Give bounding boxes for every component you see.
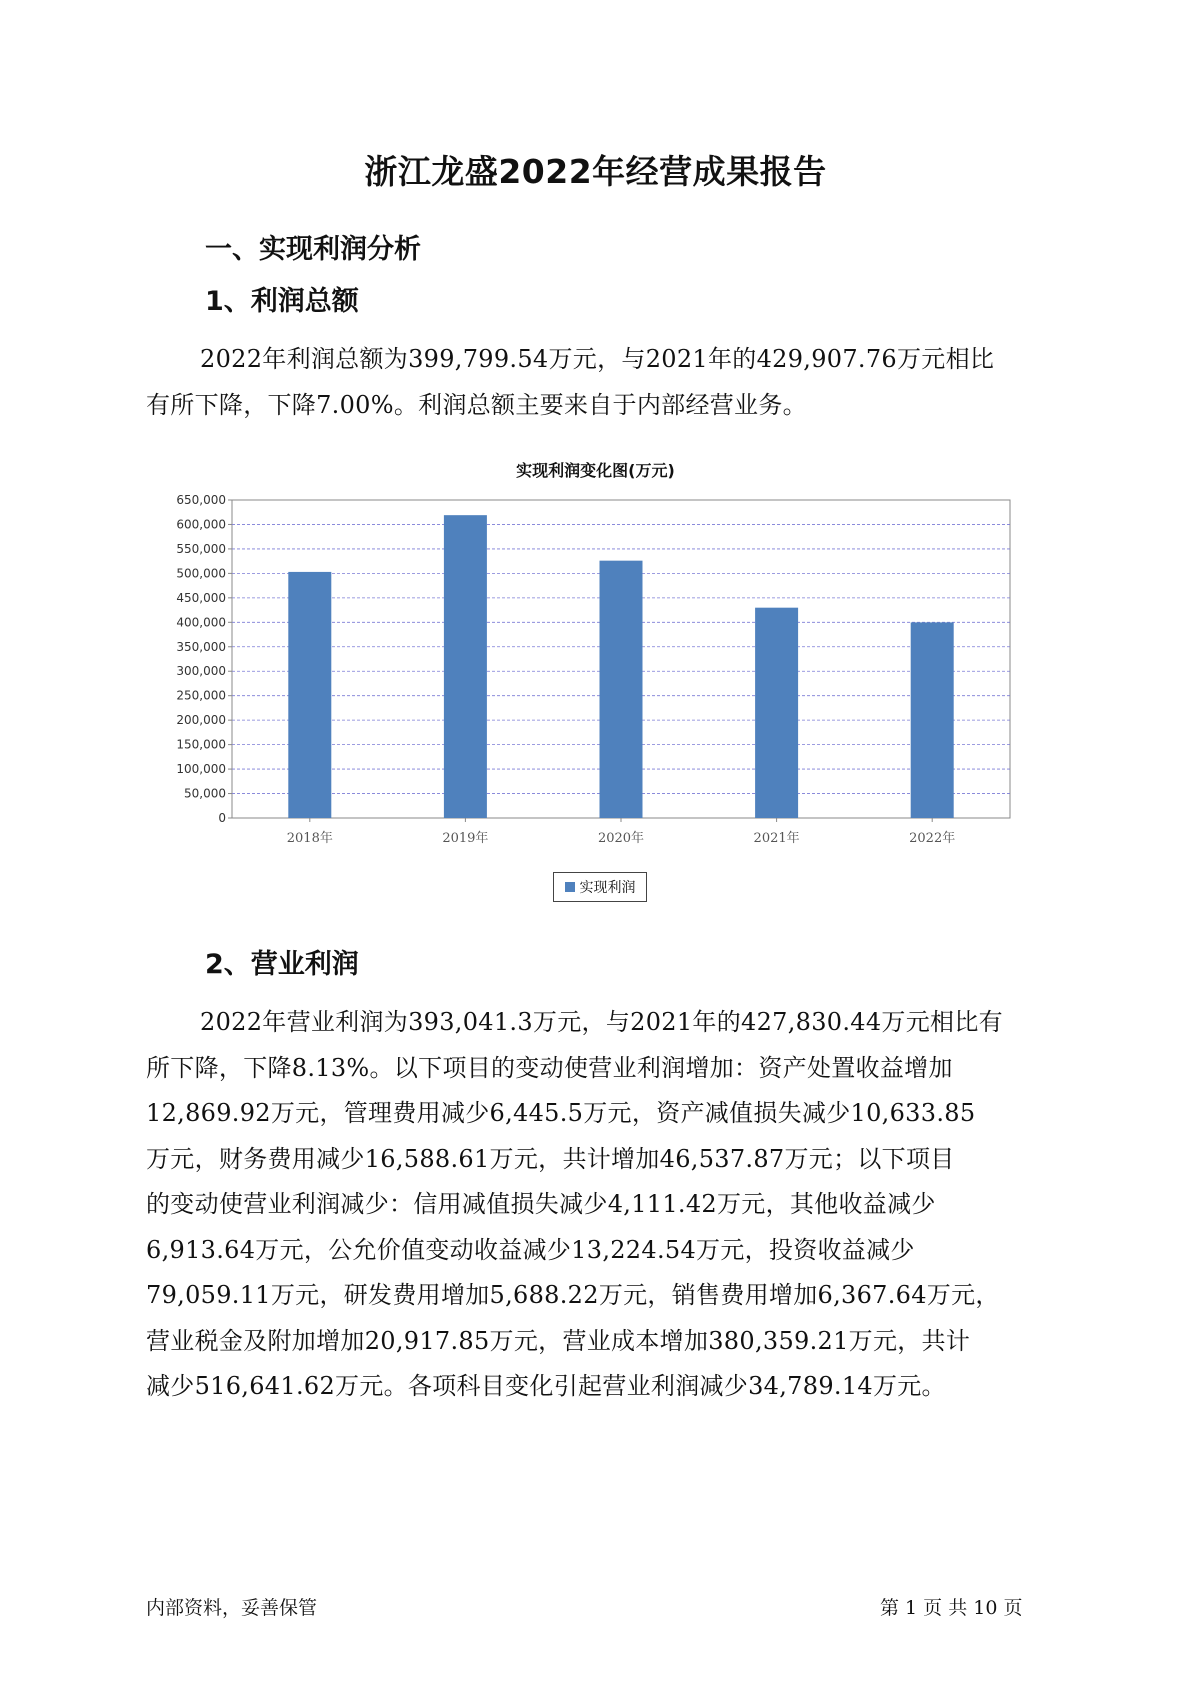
subheading-operating-profit: 2、营业利润 <box>205 949 359 980</box>
y-tick-label: 400,000 <box>176 615 226 630</box>
y-tick-label: 600,000 <box>176 517 226 532</box>
x-tick-label: 2022年 <box>909 831 956 846</box>
paragraph-line: 12,869.92万元，管理费用减少6,445.5万元，资产减值损失减少10,633.85 <box>146 1099 976 1127</box>
y-tick-label: 0 <box>218 811 226 825</box>
paragraph-line: 79,059.11万元，研发费用增加5,688.22万元，销售费用增加6,367.64万元， <box>146 1281 1000 1309</box>
y-tick-label: 250,000 <box>176 688 226 703</box>
paragraph-line: 营业税金及附加增加20,917.85万元，营业成本增加380,359.21万元，共计 <box>146 1326 971 1355</box>
subheading-total-profit: 1、利润总额 <box>205 286 359 317</box>
y-tick-label: 100,000 <box>176 762 226 777</box>
document-title: 浙江龙盛2022年经营成果报告 <box>364 152 827 191</box>
profit-bar-chart <box>160 488 1020 848</box>
section-heading-profit-analysis: 一、实现利润分析 <box>205 234 421 265</box>
x-tick-label: 2019年 <box>442 831 489 846</box>
y-tick-label: 150,000 <box>176 737 226 752</box>
paragraph-line: 的变动使营业利润减少：信用减值损失减少4,111.42万元，其他收益减少 <box>146 1190 936 1218</box>
paragraph-line: 2022年利润总额为399,799.54万元，与2021年的429,907.76万元相比 <box>200 345 995 373</box>
y-tick-label: 350,000 <box>176 639 226 654</box>
paragraph-operating-profit <box>146 1000 1046 1410</box>
paragraph-total-profit <box>146 337 1046 428</box>
paragraph-line: 6,913.64万元，公允价值变动收益减少13,224.54万元，投资收益减少 <box>146 1235 915 1264</box>
bar <box>288 572 331 818</box>
paragraph-line: 所下降，下降8.13%。以下项目的变动使营业利润增加：资产处置收益增加 <box>146 1053 953 1082</box>
paragraph-line: 有所下降，下降7.00%。利润总额主要来自于内部经营业务。 <box>146 390 807 419</box>
chart-title: 实现利润变化图(万元) <box>516 461 675 480</box>
legend-swatch <box>565 882 575 892</box>
y-tick-label: 450,000 <box>176 590 226 605</box>
y-tick-label: 300,000 <box>176 664 226 679</box>
y-tick-label: 650,000 <box>176 493 226 507</box>
x-tick-label: 2018年 <box>286 831 333 846</box>
bar <box>911 622 954 818</box>
bar <box>755 608 798 818</box>
footer-page-number: 第 1 页 共 10 页 <box>880 1597 1023 1619</box>
y-tick-label: 550,000 <box>176 541 226 556</box>
x-tick-label: 2021年 <box>753 831 800 846</box>
paragraph-line: 2022年营业利润为393,041.3万元，与2021年的427,830.44万元相比有 <box>200 1008 1003 1036</box>
paragraph-line: 万元，财务费用减少16,588.61万元，共计增加46,537.87万元；以下项目 <box>146 1144 955 1173</box>
chart-legend <box>553 872 647 902</box>
y-tick-label: 200,000 <box>176 713 226 728</box>
footer-confidential-note: 内部资料，妥善保管 <box>146 1597 318 1619</box>
y-tick-label: 500,000 <box>176 566 226 581</box>
y-tick-label: 50,000 <box>184 786 226 801</box>
bar <box>444 515 487 818</box>
legend-label: 实现利润 <box>579 880 636 896</box>
bar <box>600 561 643 818</box>
x-tick-label: 2020年 <box>597 831 645 846</box>
paragraph-line: 减少516,641.62万元。各项科目变化引起营业利润减少34,789.14万元。 <box>146 1372 946 1400</box>
